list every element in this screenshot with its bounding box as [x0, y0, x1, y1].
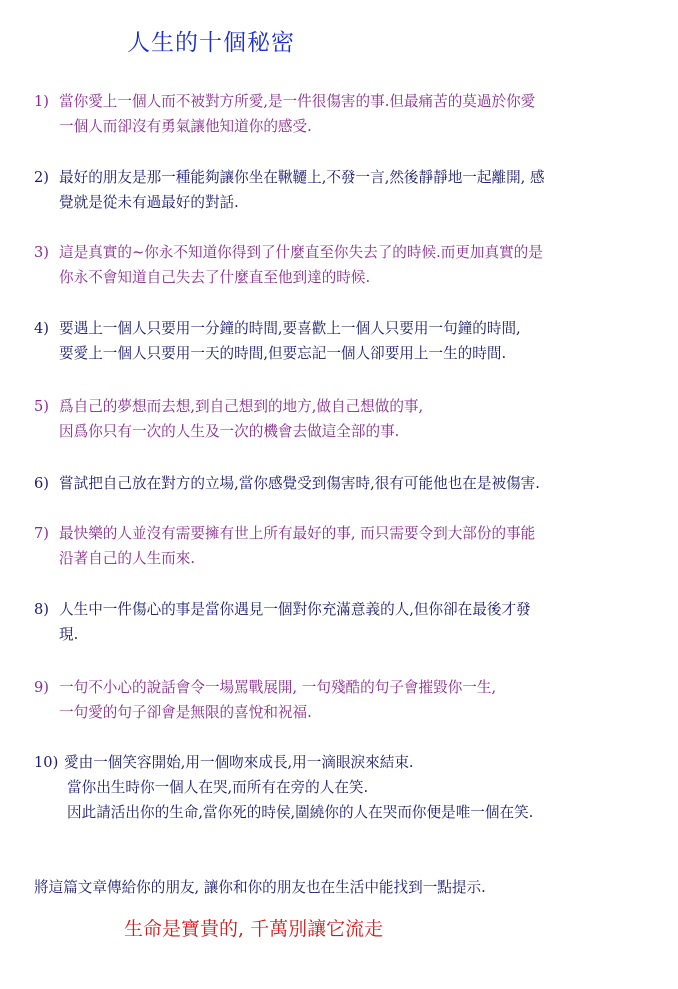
- page-title: 人生的十個秘密: [127, 30, 295, 56]
- item-text: 一句不小心的說話會令一場罵戰展開, 一句殘酷的句子會摧毀你一生,: [59, 679, 497, 696]
- item-text: 愛由一個笑容開始,用一個吻來成長,用一滴眼淚來結束.: [64, 754, 414, 771]
- item-text: 覺就是從未有過最好的對話.: [59, 194, 239, 211]
- item-text: 這是真實的~你永不知道你得到了什麼直至你失去了的時候.而更加真實的是: [59, 244, 543, 261]
- secret-item-2: [34, 165, 545, 215]
- secret-item-7: [34, 521, 535, 571]
- item-text: 最快樂的人並沒有需要擁有世上所有最好的事, 而只需要令到大部份的事能: [59, 525, 536, 542]
- footer-note: 將這篇文章傳給你的朋友, 讓你和你的朋友也在生活中能找到一點提示.: [34, 879, 486, 896]
- item-text: 當你出生時你一個人在哭,而所有在旁的人在笑.: [67, 779, 369, 796]
- item-number: 1): [34, 93, 49, 110]
- item-number: 2): [34, 169, 49, 186]
- item-number: 3): [34, 244, 49, 261]
- secret-item-1: [34, 89, 535, 139]
- item-number: 10): [34, 754, 59, 771]
- item-text: 沿著自己的人生而來.: [59, 550, 195, 567]
- item-number: 6): [34, 475, 49, 492]
- item-number: 4): [34, 320, 49, 337]
- item-text: 人生中一件傷心的事是當你遇見一個對你充滿意義的人,但你卻在最後才發: [59, 601, 531, 618]
- item-text: 現.: [59, 626, 79, 643]
- item-text: 一個人而卻沒有勇氣讓他知道你的感受.: [59, 118, 312, 135]
- item-text: 一句愛的句子卻會是無限的喜悅和祝福.: [59, 704, 312, 721]
- item-text: 最好的朋友是那一種能夠讓你坐在鞦韆上,不發一言,然後靜靜地一起離開, 感: [59, 169, 545, 186]
- secret-item-8: [34, 597, 531, 647]
- item-text: 因此請活出你的生命,當你死的時侯,圍繞你的人在哭而你便是唯一個在笑.: [67, 804, 534, 821]
- item-text: 要愛上一個人只要用一天的時間,但要忘記一個人卻要用上一生的時間.: [59, 345, 507, 362]
- closing-message: 生命是寶貴的, 千萬別讓它流走: [124, 918, 384, 940]
- secret-item-4: [34, 316, 521, 366]
- secret-item-6: [34, 471, 540, 496]
- item-text: 爲自己的夢想而去想,到自己想到的地方,做自己想做的事,: [59, 398, 424, 415]
- secret-item-5: [34, 394, 423, 444]
- item-text: 要遇上一個人只要用一分鐘的時間,要喜歡上一個人只要用一句鐘的時間,: [59, 320, 521, 337]
- secret-item-9: [34, 675, 496, 725]
- secret-item-10: [34, 750, 533, 825]
- item-number: 7): [34, 525, 49, 542]
- item-text: 因爲你只有一次的人生及一次的機會去做這全部的事.: [59, 423, 400, 440]
- item-number: 5): [34, 398, 49, 415]
- item-text: 當你愛上一個人而不被對方所愛,是一件很傷害的事.但最痛苦的莫過於你愛: [59, 93, 536, 110]
- item-number: 9): [34, 679, 49, 696]
- item-number: 8): [34, 601, 49, 618]
- item-text: 你永不會知道自己失去了什麼直至他到達的時候.: [59, 269, 371, 286]
- secret-item-3: [34, 240, 543, 290]
- item-text: 嘗試把自己放在對方的立場,當你感覺受到傷害時,很有可能他也在是被傷害.: [59, 475, 540, 492]
